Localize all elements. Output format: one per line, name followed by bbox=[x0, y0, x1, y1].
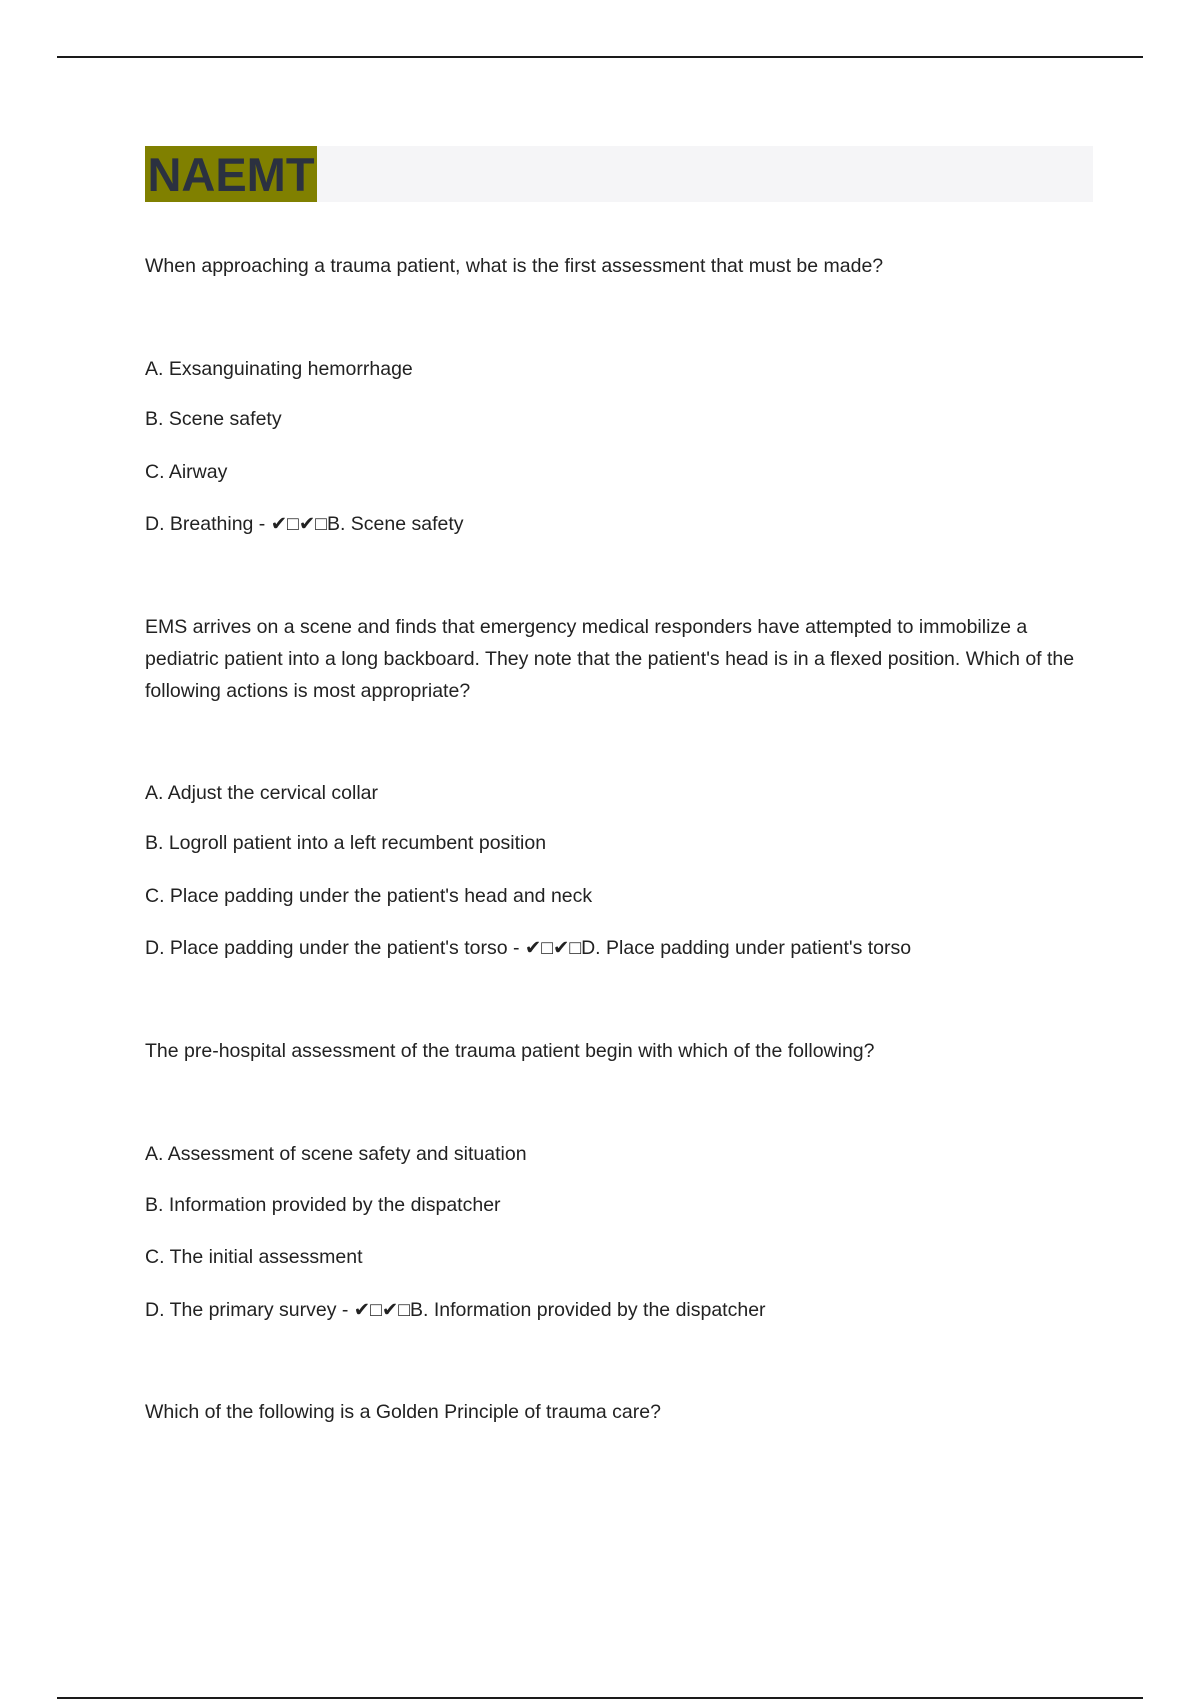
bottom-rule bbox=[57, 1697, 1143, 1699]
answer-option: D. The primary survey - ✔□✔□B. Information provided by the dispatcher bbox=[145, 1299, 766, 1321]
question-text: EMS arrives on a scene and finds that emergency medical responders have attempted to immobilize a pediatric patient into a long backboard. They note that the patient's head is in a flexed position. Which of the following actions is most appropriate? bbox=[145, 616, 1075, 702]
answer-option: A. Exsanguinating hemorrhage bbox=[145, 358, 413, 380]
answer-option: A. Adjust the cervical collar bbox=[145, 782, 379, 804]
answer-option: D. Place padding under the patient's torso - ✔□✔□D. Place padding under patient's torso bbox=[145, 937, 912, 959]
answer-option: B. Scene safety bbox=[145, 408, 282, 430]
answer-option: B. Logroll patient into a left recumbent position bbox=[145, 832, 547, 854]
question-text: When approaching a trauma patient, what is the first assessment that must be made? bbox=[145, 255, 884, 277]
top-rule bbox=[57, 56, 1143, 58]
answer-option: C. Airway bbox=[145, 461, 228, 483]
answer-option: D. Breathing - ✔□✔□B. Scene safety bbox=[145, 513, 464, 535]
page-title: NAEMT bbox=[147, 147, 315, 201]
answer-option: B. Information provided by the dispatcher bbox=[145, 1194, 501, 1216]
title-highlight bbox=[145, 146, 317, 202]
answer-option: A. Assessment of scene safety and situation bbox=[145, 1143, 527, 1165]
answer-option: C. The initial assessment bbox=[145, 1246, 363, 1268]
answer-option: C. Place padding under the patient's head and neck bbox=[145, 885, 593, 907]
question-text: Which of the following is a Golden Principle of trauma care? bbox=[145, 1401, 661, 1423]
question-text: The pre-hospital assessment of the trauma patient begin with which of the following? bbox=[145, 1040, 875, 1062]
